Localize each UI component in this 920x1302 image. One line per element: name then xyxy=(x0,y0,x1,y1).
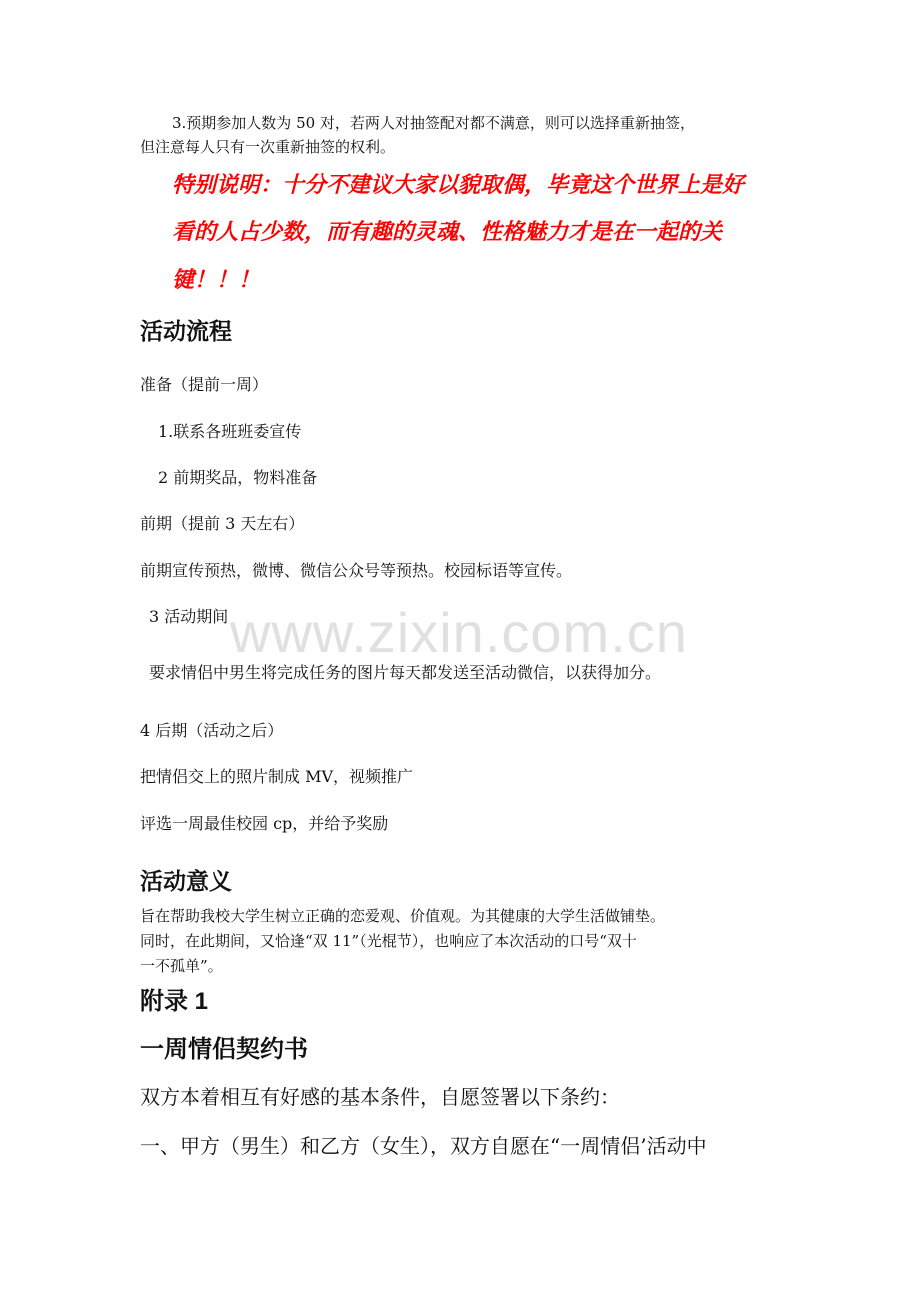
special-note-line-2: 看的人占少数，而有趣的灵魂、性格魅力才是在一起的关 xyxy=(172,220,723,245)
process-heading: 活动流程 xyxy=(140,318,232,344)
after-text-1: 把情侣交上的照片制成 MV，视频推广 xyxy=(140,767,414,786)
after-title: 4 后期（活动之后） xyxy=(140,721,284,740)
contract-clause-1: 一、甲方（男生）和乙方（女生），双方自愿在“一周情侣’活动中 xyxy=(140,1134,707,1158)
meaning-line-2: 同时，在此期间，又恰逢“双 11”（光棍节），也响应了本次活动的口号“双十 xyxy=(140,932,637,950)
early-text: 前期宣传预热，微博、微信公众号等预热。校园标语等宣传。 xyxy=(140,561,573,580)
prep-title: 准备（提前一周） xyxy=(140,375,269,394)
special-note-line-3: 键！！！ xyxy=(172,268,261,293)
special-note-line-1: 特别说明：十分不建议大家以貌取偶，毕竟这个世界上是好 xyxy=(172,173,745,198)
prep-item-1: 1.联系各班班委宣传 xyxy=(158,422,302,441)
intro-line-1: 3.预期参加人数为 50 对，若两人对抽签配对都不满意，则可以选择重新抽签， xyxy=(172,114,695,132)
early-title: 前期（提前 3 天左右） xyxy=(140,514,305,533)
prep-item-2: 2 前期奖品，物料准备 xyxy=(158,468,318,487)
during-text: 要求情侣中男生将完成任务的图片每天都发送至活动微信，以获得加分。 xyxy=(149,663,662,682)
meaning-line-1: 旨在帮助我校大学生树立正确的恋爱观、价值观。为其健康的大学生活做铺垫。 xyxy=(140,907,666,925)
appendix-heading: 附录 1 xyxy=(140,988,209,1015)
during-title: 3 活动期间 xyxy=(149,607,229,626)
contract-intro: 双方本着相互有好感的基本条件，自愿签署以下条约： xyxy=(140,1085,620,1109)
contract-title: 一周情侣契约书 xyxy=(140,1035,308,1063)
meaning-heading: 活动意义 xyxy=(140,868,232,894)
intro-line-2: 但注意每人只有一次重新抽签的权利。 xyxy=(140,138,396,156)
watermark-text: www.zixin.com.cn xyxy=(230,601,688,664)
after-text-2: 评选一周最佳校园 cp，并给予奖励 xyxy=(140,814,389,833)
meaning-line-3: 一不孤单”。 xyxy=(140,957,223,975)
